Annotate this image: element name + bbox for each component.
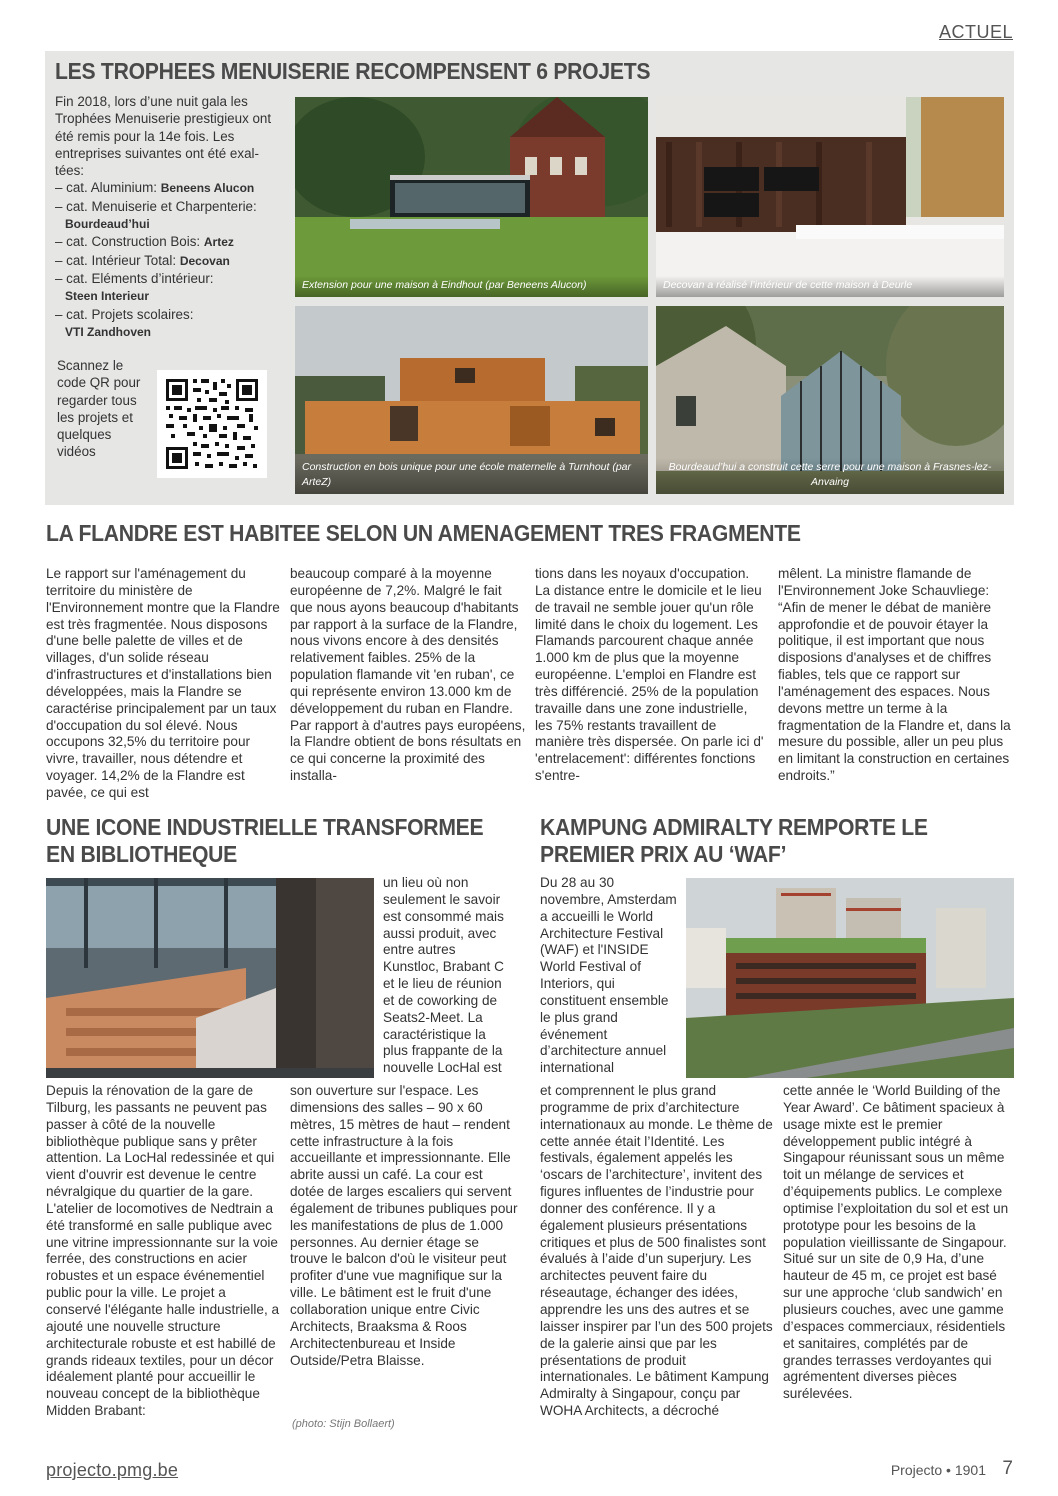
intro-line: Trophées Menuiserie prestigieux ont [55,111,272,127]
section-label: ACTUEL [938,22,1013,42]
photo-kampung-admiralty [686,878,1014,1078]
intro-line: entreprises suivantes ont été exal- [55,145,259,161]
footer-website-link[interactable]: projecto.pmg.be [46,1460,179,1480]
kampung-column-1: et comprennent le plus grand programme de prix d’architecture internationaux au monde. Le thème de cette année était l’Identité. Les festivals, également appelés les ‘oscars de l’architecture’, invitent des figures influentes de l’industrie pour donner des conférence. Il y a également plusieurs présentations critiques et plus de 500 finalistes sont évalués à l’aide d’un superjury. Les architectes peuvent faire du réseautage, échanger des idées, apprendre les uns des autres et se laisser inspirer par l’un des 500 projets de la galerie ainsi que par les présentations de produit internationales. Le bâtiment Kampung Admiralty à Singapour, conçu par WOHA Architects, a décroché [540,1083,773,1419]
qr-instructions: Scannez le code QR pour regarder tous les projets et quelques vidéos [57,358,141,460]
photo-lochal [46,878,374,1078]
photo-frasnes [656,306,1004,494]
flandre-column-1: Le rapport sur l'aménagement du territoire du ministère de l'Environnement montre que la Flandre est très fragmentée. Nous disposons d'une belle palette de villes et de villages, d'un solide réseau d'infrastructures et d'installations bien développées, mais la Flandre se caractérise principalement par un taux d'occupation du sol élevé. Nous occupons 32,5% du territoire pour vivre, travailler, nous détendre et voyager. 14,2% de la Flandre est pavée, ce qui est [46,566,280,800]
winner-aluminium: – cat. Aluminium: Beneens Alucon [55,180,255,196]
trophees-intro [55,93,287,341]
lochal-column-1: Depuis la rénovation de la gare de Tilburg, les passants ne peuvent pas passer à côté de la nouvelle bibliothèque publique sans y prêter attention. La LocHal redessinée et qui vient d'ouvrir est devenue le centre névralgique du quartier de la gare. L'atelier de locomotives de Nedtrain a été transformé en salle publique avec une vitrine impressionnante sur la voie ferrée, des constructions en acier robustes et un espace événementiel public pour la ville. Le projet a conservé l'élégante halle industrielle, a ajouté une nouvelle structure architecturale robuste et est habillé de grands rideaux textiles, pour un décor idéalement planté pour accueillir le nouveau concept de la bibliothèque Midden Brabant: [46,1083,280,1419]
intro-line: tées: [55,163,85,179]
photo-caption: Bourdeaud’hui a construit cette serre pour une maison à Frasnes-lez-Anvaing [656,458,1004,494]
winner-elements: – cat. Eléments d’intérieur: [55,270,214,286]
photo-eindhout [295,97,648,297]
lochal-column-2: son ouverture sur l'espace. Les dimensions des salles – 90 x 60 mètres, 15 mètres de haut – rendent cette infrastructure à la fois accueillante et impressionnante. Elle abrite aussi un café. La cour est dotée de larges escaliers qui servent également de tribunes publiques pour les manifestations de plus de 1.000 personnes. Au dernier étage se trouve le balcon d'où le visiteur peut profiter d'une vue magnifique sur la ville. Le bâtiment est le fruit d'une collaboration unique entre Civic Architects, Braaksma & Roos Architectenbureau et Inside Outside/Petra Blaisse. [290,1083,518,1368]
photo-caption: Decovan a réalisé l’intérieur de cette maison à Deurle [656,276,1004,297]
winner-bois: – cat. Construction Bois: Artez [55,234,234,250]
intro-line: Fin 2018, lors d’une nuit gala les [55,94,248,109]
winner-elements-name: Steen Interieur [65,289,150,304]
winner-scolaires-name: VTI Zandhoven [65,324,152,339]
photo-credit: (photo: Stijn Bollaert) [292,1418,395,1430]
article-title-trophees: LES TROPHEES MENUISERIE RECOMPENSENT 6 PROJETS [55,58,651,84]
footer-issue: Projecto • 1901 [890,1462,986,1478]
photo-turnhout [295,306,648,494]
kampung-column-2: cette année le ‘World Building of the Year Award’. Ce bâtiment spacieux à usage mixte est le premier développement public intégré à Singapour réunissant sous un même toit un mélange de services et d’équipements publics. Le complexe optimise l’exploitation du sol et est un prototype pour les besoins de la population vieillissante de Singapour. Situé sur un site de 0,9 Ha, d’une hauteur de 45 m, ce projet est basé sur une approche ‘club sandwich’ en plusieurs couches, avec une gamme d’espaces commerciaux, résidentiels et sanitaires, complétés par de grandes terrasses verdoyantes qui agrémentent diverses pièces surélevées. [783,1083,1009,1402]
winner-scolaires: – cat. Projets scolaires: [55,306,194,322]
page-number: 7 [1002,1458,1013,1479]
intro-line: été remis pour la 14e fois. Les [55,128,235,144]
lochal-column-top: un lieu où non seulement le savoir est consommé mais aussi produit, avec entre autres Kunstloc, Brabant C et le lieu de réunion et de coworking de Seats2-Meet. La caractéristique la plus frappante de la nouvelle LocHal est [383,875,504,1076]
article-title-flandre: LA FLANDRE EST HABITEE SELON UN AMENAGEMENT TRES FRAGMENTE [46,520,801,546]
photo-caption: Construction en bois unique pour une école maternelle à Turnhout (par ArteZ) [295,458,648,494]
article-title-lochal: UNE ICONE INDUSTRIELLE TRANSFORMEE EN BIBLIOTHEQUE [46,814,484,867]
winner-menuiserie-name: Bourdeaud’hui [65,217,150,232]
photo-caption: Extension pour une maison à Eindhout (par Beneens Alucon) [295,276,648,297]
photo-deurle [656,97,1004,297]
winner-interieur: – cat. Intérieur Total: Decovan [55,252,230,268]
winner-menuiserie: – cat. Menuiserie et Charpenterie: [55,198,257,214]
flandre-column-3: tions dans les noyaux d'occupation. La distance entre le domicile et le lieu de travail ne semble jouer qu'un rôle limité dans le choix du logement. Les Flamands parcourent chaque année 1.000 km de plus que la moyenne européenne. L'emploi en Flandre est très différencié. 25% de la population travaille dans une zone industrielle, les 75% restants travaillent de manière très dispersée. On parle ici d' 'entrelacement': différentes fonctions s'entre- [535,566,764,784]
flandre-column-4: mêlent. La ministre flamande de l'Environnement Joke Schauvliege: “Afin de mener le débat de manière approfondie et de pouvoir étayer la politique, il est important que nous disposions d'analyses et de chiffres fiables, tels que ce rapport sur l'aménagement des espaces. Nous devons mettre un terme à la fragmentation de la Flandre et, dans la mesure du possible, aller un peu plus en limitant la construction en certaines endroits.” [778,566,1011,784]
qr-code[interactable] [157,370,267,478]
flandre-column-2: beaucoup comparé à la moyenne européenne de 7,2%. Malgré le fait que nous ayons beaucoup d'habitants par rapport à la surface de la Flandre, nous vivons encore à des densités relativement faibles. 25% de la population flamande vit 'en ruban', ce qui représente environ 13.000 km de développement du ruban en Flandre. Par rapport à d'autres pays européens, la Flandre obtient de bons résultats en ce qui concerne la proximité des installa- [290,566,526,784]
kampung-column-top: Du 28 au 30 novembre, Amsterdam a accueilli le World Architecture Festival (WAF) et l'INSIDE World Festival of Interiors, qui constituent ensemble le plus grand événement d’architecture annuel international [540,875,677,1076]
article-title-kampung: KAMPUNG ADMIRALTY REMPORTE LE PREMIER PRIX AU ‘WAF’ [540,814,928,867]
